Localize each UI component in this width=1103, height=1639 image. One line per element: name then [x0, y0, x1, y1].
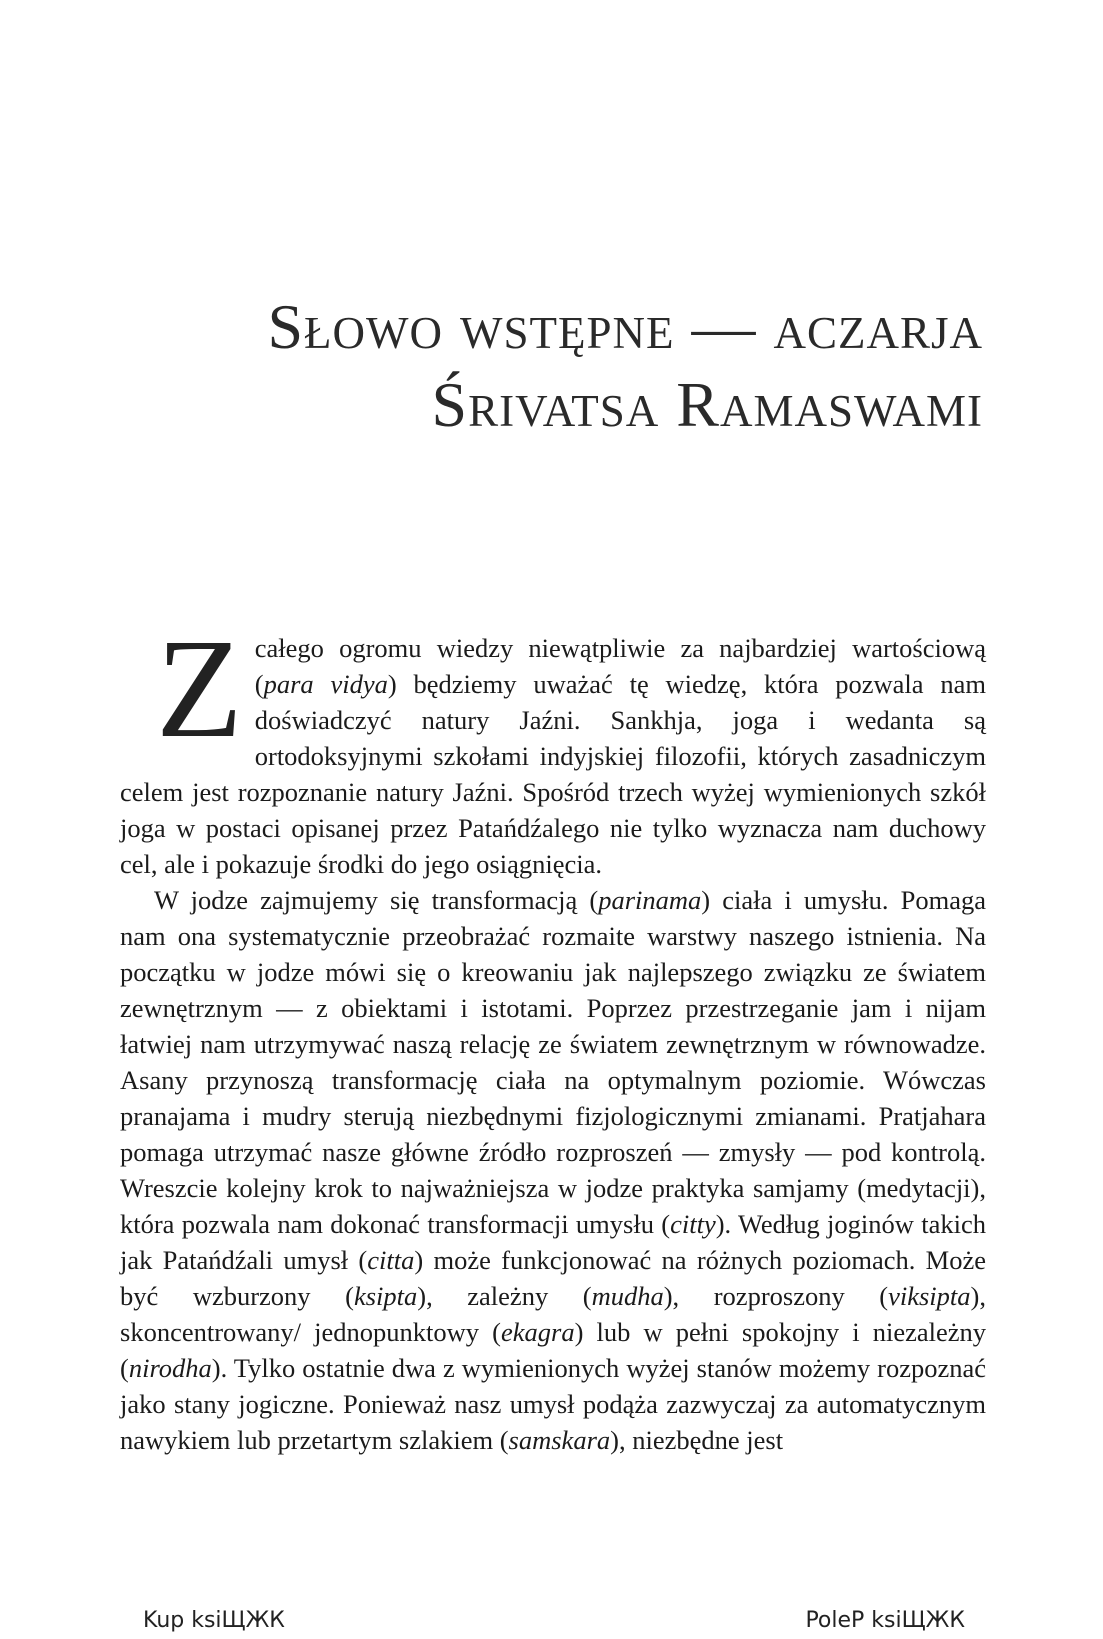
paragraph-1-content	[120, 609, 987, 879]
italic-term: citta	[367, 1245, 415, 1275]
text-run: ). Tylko ostatnie dwa z wymienionych wyżej stanów możemy rozpoznać jako stany jogiczne. Ponieważ nasz umysł podąża zazwyczaj za automatycznym nawykiem lub przetartym szlakiem (	[120, 1353, 986, 1455]
chapter-title-line-1: Słowo wstępne — aczarja	[267, 291, 983, 362]
italic-term: parinama	[598, 885, 702, 915]
text-run: ) może funkcjonować na różnych poziomach. Może być wzburzony (	[120, 1245, 986, 1311]
drop-cap: Z	[156, 609, 243, 767]
italic-term: viksipta	[888, 1281, 971, 1311]
text-run: ), niezbędne jest	[610, 1425, 784, 1455]
body-text	[120, 609, 987, 1458]
italic-term: mudha	[591, 1281, 664, 1311]
text-run: ) lub w pełni spokojny i niezależny (	[120, 1317, 986, 1383]
italic-term: citty	[670, 1209, 716, 1239]
footer-recommend-book-link[interactable]: PoleР ksiЩЖК	[805, 1608, 965, 1633]
text-run: ) ciała i umysłu. Pomaga nam ona systematycznie przeobrażać rozmaite warstwy naszego istnienia. Na początku w jodze mówi się o kreowaniu jak najlepszego związku ze światem zewnętrznym — z obiektami i istotami. Poprzez przestrzeganie jam i nijam łatwiej nam utrzymywać naszą relację ze światem zewnętrznym w równowadze. Asany przynoszą transformację ciała na optymalnym poziomie. Wówczas pranajama i mudry sterują niezbędnymi fizjologicznymi zmianami. Pratjahara pomaga utrzymać nasze główne źródło rozproszeń — zmysły — pod kontrolą. Wreszcie kolejny krok to najważniejsza w jodze praktyka samjamy (medytacji), która pozwala nam dokonać transformacji umysłu (	[120, 885, 986, 1239]
footer-buy-book-link[interactable]: Kup ksiЩЖК	[143, 1608, 285, 1633]
paragraph-1	[120, 609, 987, 882]
text-run: ), rozproszony (	[663, 1281, 889, 1311]
text-run: całego ogromu wiedzy niewątpliwie za najbardziej wartościową (	[254, 633, 986, 699]
italic-term: ksipta	[353, 1281, 418, 1311]
text-run: ) będziemy uważać tę wiedzę, która pozwala nam doświadczyć natury Jaźni. Sankhja, joga i wedanta są ortodoksyjnymi szkołami indyjskiej filozofii, których zasadniczym celem jest rozpoznanie natury Jaźni. Spośród trzech wyżej wymienionych szkół joga w postaci opisanej przez Patańdźalego nie tylko wyznacza nam duchowy cel, ale i pokazuje środki do jego osiągnięcia.	[120, 669, 987, 879]
italic-term: ekagra	[501, 1317, 575, 1347]
paragraph-2	[120, 882, 986, 1458]
italic-term: samskara	[508, 1425, 611, 1455]
text-run: ), skoncentrowany/ jednopunktowy (	[120, 1281, 986, 1347]
chapter-title-line-2: Śrivatsa Ramaswami	[431, 369, 983, 440]
italic-term: nirodha	[128, 1353, 212, 1383]
text-run: ). Według joginów takich jak Patańdźali umysł (	[120, 1209, 986, 1275]
italic-term: para vidya	[263, 669, 388, 699]
text-run: ), zależny (	[417, 1281, 592, 1311]
chapter-title	[83, 288, 983, 444]
text-run: W jodze zajmujemy się transformacją (	[154, 885, 599, 915]
